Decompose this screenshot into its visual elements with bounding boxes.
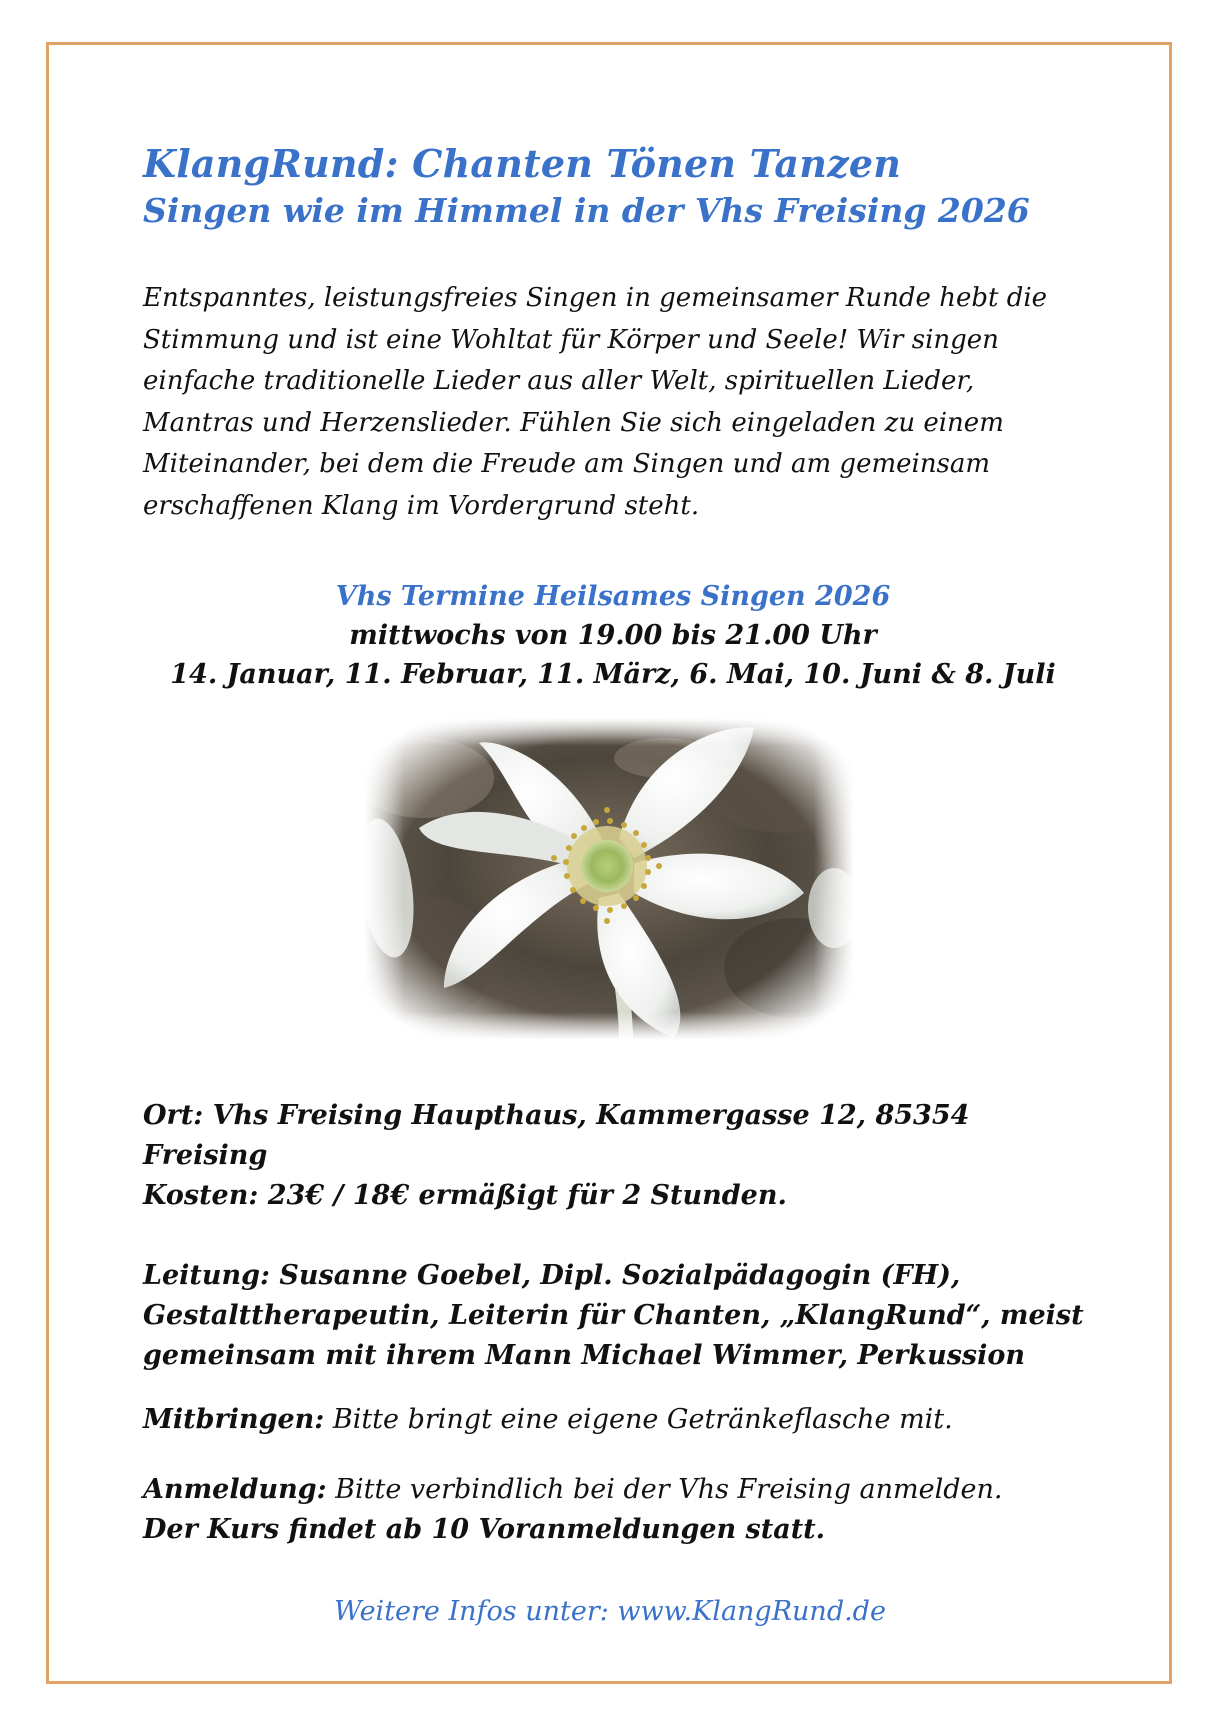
intro-line: Entspanntes, leistungsfreies Singen in gemeinsamer Runde hebt die	[143, 283, 1048, 313]
location-line: Ort: Vhs Freising Haupthaus, Kammergasse 12, 85354 Freising	[143, 1100, 970, 1171]
mitbringen-line	[143, 1400, 1103, 1440]
dates-block	[143, 577, 1083, 694]
anmeldung-label: Anmeldung:	[143, 1474, 327, 1505]
intro-line: Miteinander, bei dem die Freude am Singen und am gemeinsam	[143, 449, 991, 479]
leitung-line: Leitung: Susanne Goebel, Dipl. Sozialpädagogin (FH),	[143, 1260, 961, 1291]
intro-line: einfache traditionelle Lieder aus aller Welt, spirituellen Lieder,	[143, 366, 975, 396]
anmeldung-text: Bitte verbindlich bei der Vhs Freising anmelden.	[326, 1474, 1003, 1505]
anmeldung-line	[143, 1470, 1103, 1510]
intro-paragraph	[143, 278, 1083, 527]
anmeldung-note: Der Kurs findet ab 10 Voranmeldungen statt.	[143, 1514, 826, 1545]
page-subtitle: Singen wie im Himmel in der Vhs Freising 2026	[143, 191, 1030, 230]
flower-image	[364, 718, 854, 1040]
intro-line: Mantras und Herzenslieder. Fühlen Sie sich eingeladen zu einem	[143, 407, 1004, 438]
intro-line: erschaffenen Klang im Vordergrund steht.	[143, 490, 700, 521]
leitung-line: Gestalttherapeutin, Leiterin für Chanten, „KlangRund“, meist	[143, 1300, 1084, 1331]
dates-heading: Vhs Termine Heilsames Singen 2026	[335, 581, 891, 612]
intro-line: Stimmung und ist eine Wohltat für Körper und Seele! Wir singen	[143, 324, 999, 355]
dates-list: 14. Januar, 11. Februar, 11. März, 6. Mai, 10. Juni & 8. Juli	[170, 659, 1056, 690]
dates-time: mittwochs von 19.00 bis 21.00 Uhr	[349, 620, 877, 651]
mitbringen-label: Mitbringen:	[143, 1404, 325, 1435]
leitung-block	[143, 1256, 1103, 1376]
leitung-line: gemeinsam mit ihrem Mann Michael Wimmer, Perkussion	[143, 1340, 1025, 1371]
page-title: KlangRund: Chanten Tönen Tanzen	[143, 141, 902, 186]
info-section	[143, 1096, 1103, 1550]
flyer-content	[143, 140, 1083, 694]
costs-line: Kosten: 23€ / 18€ ermäßigt für 2 Stunden.	[143, 1180, 787, 1211]
flower-photo	[364, 718, 854, 1040]
mitbringen-text: Bitte bringt eine eigene Getränkeflasche mit.	[324, 1404, 953, 1435]
more-info-link[interactable]: Weitere Infos unter: www.KlangRund.de	[334, 1596, 886, 1627]
